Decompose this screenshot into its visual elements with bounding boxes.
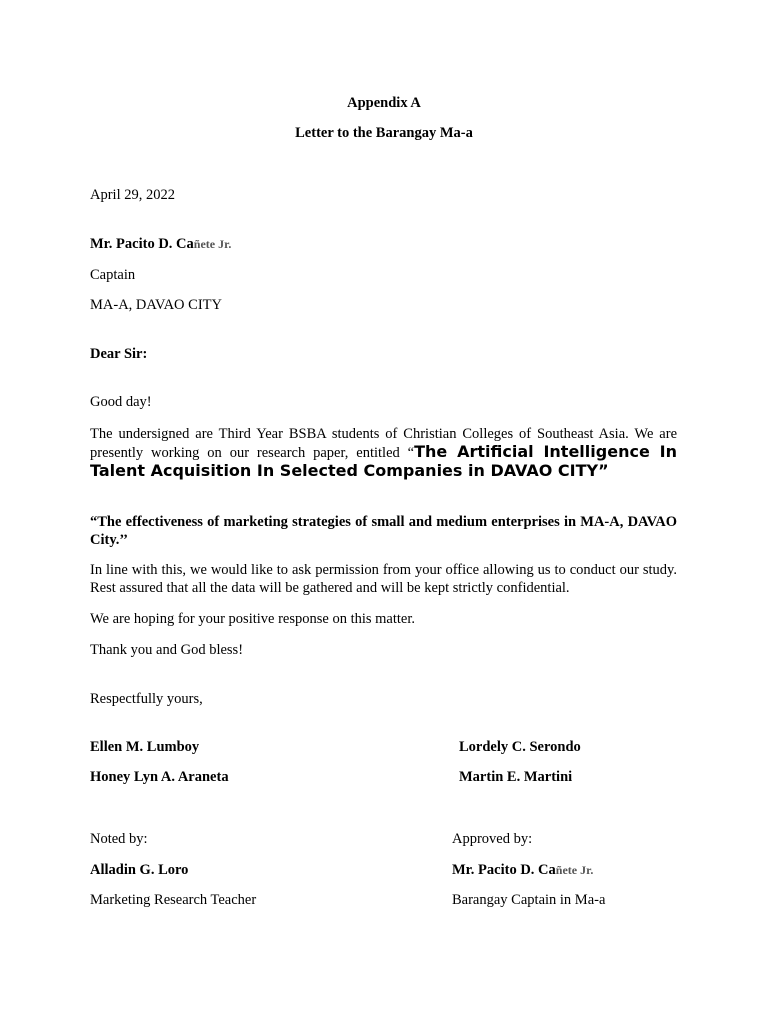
salutation: Dear Sir: <box>90 346 148 362</box>
approved-label: Approved by: <box>452 831 533 847</box>
noted-role: Marketing Research Teacher <box>90 892 257 908</box>
noted-label: Noted by: <box>90 831 148 847</box>
hoping-line: We are hoping for your positive response on this matter. <box>90 611 416 627</box>
approved-name-suffix: ñete Jr. <box>555 863 594 877</box>
approved-name <box>452 861 593 879</box>
recipient-address: MA-A, DAVAO CITY <box>90 297 222 313</box>
letter-date: April 29, 2022 <box>90 187 175 203</box>
recipient-title: Captain <box>90 267 136 283</box>
approved-role: Barangay Captain in Ma-a <box>452 892 606 908</box>
closing: Respectfully yours, <box>90 691 203 707</box>
noted-name: Alladin G. Loro <box>90 862 189 878</box>
recipient-name <box>90 235 231 253</box>
intro-text: The undersigned are Third Year BSBA students of Christian Colleges of Southeast Asia. We are presently working on our research paper, entitled “ <box>90 426 677 461</box>
intro-paragraph <box>90 425 677 481</box>
request-paragraph: In line with this, we would like to ask permission from your office allowing us to conduct our study. Rest assured that all the data will be gathered and will be kept strictly confidential. <box>90 562 677 596</box>
letter-subtitle: Letter to the Barangay Ma-a <box>295 125 473 141</box>
research-title: The Artificial Intelligence In Talent Acquisition In Selected Companies in DAVAO CITY” <box>90 442 677 480</box>
greeting: Good day! <box>90 394 152 410</box>
appendix-heading: Appendix A <box>347 95 421 111</box>
signatory-right-1: Lordely C. Serondo <box>459 739 581 755</box>
thanks-line: Thank you and God bless! <box>90 642 244 658</box>
recipient-name-main: Mr. Pacito D. Ca <box>90 236 194 252</box>
signatory-left-2: Honey Lyn A. Araneta <box>90 769 229 785</box>
signatory-right-2: Martin E. Martini <box>459 769 573 785</box>
quoted-title: “The effectiveness of marketing strategies of small and medium enterprises in MA-A, DAVAO City.’’ <box>90 514 677 548</box>
signatory-left-1: Ellen M. Lumboy <box>90 739 200 755</box>
recipient-name-suffix: ñete Jr. <box>193 237 232 251</box>
approved-name-main: Mr. Pacito D. Ca <box>452 862 556 878</box>
